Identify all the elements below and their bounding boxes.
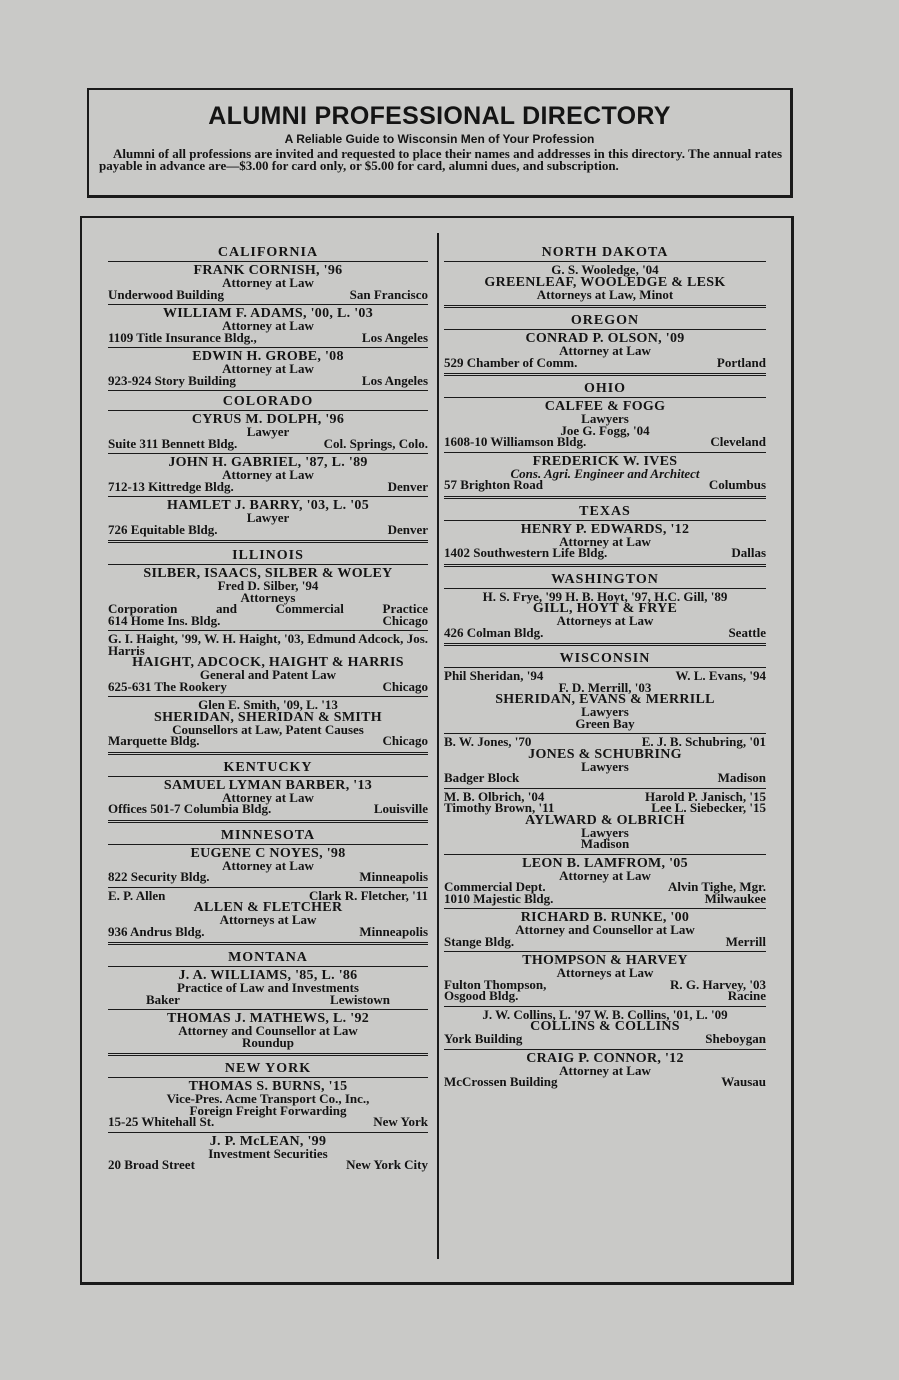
listing-entry bbox=[444, 523, 766, 567]
entry-member: Fred D. Silber, '94 bbox=[217, 578, 319, 593]
entry-city: Chicago bbox=[382, 612, 428, 628]
entry-city: Columbus bbox=[708, 477, 766, 492]
entry-address: 57 Brighton Road bbox=[444, 477, 543, 492]
section-heading-colorado: COLORADO bbox=[108, 393, 428, 411]
listing-entry bbox=[108, 567, 428, 631]
listing-entry bbox=[444, 332, 766, 376]
entry-address: 822 Security Bldg. bbox=[108, 869, 210, 884]
entry-address: Badger Block bbox=[444, 770, 520, 785]
entry-city: Lewistown bbox=[330, 991, 390, 1007]
entry-address: 923-924 Story Building bbox=[108, 372, 236, 388]
entry-address: 426 Colman Bldg. bbox=[444, 624, 544, 640]
listing-entry bbox=[108, 264, 428, 305]
entry-city: Minneapolis bbox=[359, 869, 428, 884]
entry-title: Attorneys at Law bbox=[556, 965, 654, 980]
entry-name: AYLWARD & OLBRICH bbox=[525, 812, 685, 828]
entry-city: Los Angeles bbox=[361, 329, 428, 345]
entry-name: SILBER, ISAACS, SILBER & WOLEY bbox=[143, 566, 393, 581]
listing-entry bbox=[444, 954, 766, 1007]
listing-entry bbox=[108, 499, 428, 543]
page-title: ALUMNI PROFESSIONAL DIRECTORY bbox=[208, 102, 671, 130]
entry-member: W. L. Evans, '94 bbox=[675, 668, 766, 683]
entry-city: Louisville bbox=[373, 801, 428, 816]
entry-name: HAIGHT, ADCOCK, HAIGHT & HARRIS bbox=[132, 655, 404, 670]
entry-name: SHERIDAN, EVANS & MERRILL bbox=[495, 692, 715, 707]
entry-name: JOHN H. GABRIEL, '87, L. '89 bbox=[168, 455, 368, 470]
entry-title: Vice-Pres. Acme Transport Co., Inc., bbox=[166, 1091, 370, 1106]
entry-name: THOMAS J. MATHEWS, L. '92 bbox=[166, 1011, 370, 1026]
entry-department: Commercial Dept. bbox=[444, 879, 546, 894]
entry-title: Practice of Law and Investments bbox=[177, 980, 359, 995]
entry-name: LEON B. LAMFROM, '05 bbox=[522, 855, 688, 871]
entry-member: M. B. Olbrich, '04 bbox=[444, 788, 545, 804]
entry-title: Lawyer bbox=[246, 424, 290, 439]
listing-entry bbox=[108, 1012, 428, 1056]
listing-entry bbox=[108, 1080, 428, 1133]
listing-entry bbox=[444, 400, 766, 453]
entry-name: GILL, HOYT & FRYE bbox=[532, 601, 678, 616]
section-heading-kentucky: KENTUCKY bbox=[108, 759, 428, 777]
intro-text: Alumni of all professions are invited and requested to place their names and addresses in this directory. The annual rates payable in advance are—$3.00 for card only, or $5.00 for card, alumni dues, and subscription. bbox=[99, 146, 782, 173]
entry-city: Chicago bbox=[382, 678, 428, 694]
entry-title: Cons. Agri. Engineer and Architect bbox=[510, 465, 700, 481]
entry-city: Chicago bbox=[382, 733, 428, 748]
entry-address: 15-25 Whitehall St. bbox=[108, 1114, 215, 1129]
entry-title: Attorneys at Law, Minot bbox=[536, 286, 674, 302]
entry-member: Lee L. Siebecker, '15 bbox=[651, 800, 766, 815]
section-heading-illinois: ILLINOIS bbox=[108, 547, 428, 565]
entry-title: Attorneys bbox=[240, 589, 296, 605]
entry-member: E. P. Allen bbox=[108, 887, 166, 903]
entry-title: Attorneys at Law bbox=[219, 912, 317, 927]
entry-city: Wausau bbox=[721, 1074, 766, 1089]
listing-entry bbox=[108, 847, 428, 888]
entry-name: FRANK CORNISH, '96 bbox=[193, 263, 343, 278]
entry-city: Milwaukee bbox=[704, 890, 766, 906]
entry-title: Attorney at Law bbox=[559, 1062, 651, 1078]
entry-city: Madison bbox=[580, 836, 630, 851]
listing-entry bbox=[444, 788, 766, 855]
entry-name: CRAIG P. CONNOR, '12 bbox=[526, 1050, 684, 1066]
entry-city: Col. Springs, Colo. bbox=[323, 435, 428, 451]
entry-address: 1402 Southwestern Life Bldg. bbox=[444, 545, 608, 560]
listing-entry bbox=[444, 264, 766, 308]
entry-title: Lawyer bbox=[246, 510, 290, 525]
entry-name: THOMPSON & HARVEY bbox=[522, 953, 688, 968]
listing-entry bbox=[108, 1135, 428, 1175]
entry-address: McCrossen Building bbox=[444, 1074, 558, 1089]
entry-address: 936 Andrus Bldg. bbox=[108, 923, 205, 939]
entry-name: J. P. McLEAN, '99 bbox=[209, 1133, 327, 1149]
entry-name: J. A. WILLIAMS, '85, L. '86 bbox=[178, 968, 358, 983]
listing-entry bbox=[444, 670, 766, 734]
entry-member: E. J. B. Schubring, '01 bbox=[641, 734, 766, 749]
entry-name: FREDERICK W. IVES bbox=[532, 453, 678, 469]
entry-address: York Building bbox=[444, 1031, 523, 1046]
entry-city: Roundup bbox=[241, 1034, 295, 1050]
entry-specialty: Counsellors at Law, Patent Causes bbox=[172, 721, 364, 737]
entry-title: Attorney at Law bbox=[559, 533, 651, 549]
entry-name: SHERIDAN, SHERIDAN & SMITH bbox=[154, 709, 382, 725]
entry-address: Suite 311 Bennett Bldg. bbox=[108, 435, 238, 451]
entry-address: 726 Equitable Bldg. bbox=[108, 521, 218, 537]
entry-member: Clark R. Fletcher, '11 bbox=[308, 887, 428, 903]
entry-name: COLLINS & COLLINS bbox=[530, 1019, 680, 1034]
entry-specialty: General and Patent Law bbox=[199, 667, 337, 682]
section-heading-oregon: OREGON bbox=[444, 312, 766, 330]
listing-entry bbox=[108, 307, 428, 348]
entry-city: Green Bay bbox=[575, 715, 635, 731]
entry-name: CALFEE & FOGG bbox=[544, 399, 666, 414]
entry-title: Attorneys at Law bbox=[556, 613, 654, 628]
page-subtitle: A Reliable Guide to Wisconsin Men of Your Profession bbox=[284, 132, 595, 146]
entry-name: EUGENE C NOYES, '98 bbox=[190, 845, 346, 861]
entry-address: 625-631 The Rookery bbox=[108, 678, 227, 694]
entry-city: Merrill bbox=[725, 933, 766, 949]
entry-city: Los Angeles bbox=[361, 372, 428, 388]
entry-address: 1109 Title Insurance Bldg., bbox=[108, 329, 257, 345]
section-heading-wisconsin: WISCONSIN bbox=[444, 650, 766, 668]
entry-member: Harold P. Janisch, '15 bbox=[645, 788, 766, 804]
entry-title: Attorney at Law bbox=[222, 467, 314, 482]
listing-entry bbox=[108, 633, 428, 697]
listing-entry bbox=[108, 699, 428, 755]
listing-entry bbox=[108, 350, 428, 391]
entry-name: HAMLET J. BARRY, '03, L. '05 bbox=[167, 498, 369, 513]
entry-name: CYRUS M. DOLPH, '96 bbox=[191, 412, 345, 427]
entry-address: 20 Broad Street bbox=[108, 1157, 195, 1172]
entry-address: 529 Chamber of Comm. bbox=[444, 354, 578, 370]
listing-entry bbox=[444, 588, 766, 647]
entry-name: WILLIAM F. ADAMS, '00, L. '03 bbox=[162, 306, 374, 321]
entry-title: Attorney at Law bbox=[559, 343, 651, 358]
entry-members: J. W. Collins, L. '97 W. B. Collins, '01, L. '09 bbox=[482, 1006, 728, 1022]
listing-entry bbox=[444, 1052, 766, 1092]
entry-specialty: Corporation and Commercial Practice bbox=[108, 601, 428, 616]
listing-entry bbox=[108, 887, 428, 946]
entry-city: Cleveland bbox=[710, 434, 766, 449]
entry-member: F. D. Merrill, '03 bbox=[558, 679, 652, 695]
entry-city: Seattle bbox=[728, 624, 766, 640]
entry-title: Attorney at Law bbox=[222, 857, 314, 873]
listing-entry bbox=[444, 455, 766, 499]
entry-member: Timothy Brown, '11 bbox=[444, 800, 555, 815]
entry-address: 1608-10 Williamson Bldg. bbox=[444, 434, 587, 449]
entry-manager: Alvin Tighe, Mgr. bbox=[667, 879, 766, 894]
entry-members: G. I. Haight, '99, W. H. Haight, '03, Edmund Adcock, Jos. Harris bbox=[108, 631, 428, 658]
entry-city: New York City bbox=[346, 1157, 428, 1172]
listing-entry bbox=[108, 413, 428, 454]
entry-members: Glen E. Smith, '09, L. '13 bbox=[198, 697, 338, 712]
section-heading-texas: TEXAS bbox=[444, 503, 766, 521]
entry-title: Investment Securities bbox=[208, 1145, 328, 1161]
entry-member: Phil Sheridan, '94 bbox=[444, 668, 544, 683]
entry-address: 712-13 Kittredge Bldg. bbox=[108, 478, 234, 494]
entry-city: Racine bbox=[727, 988, 766, 1003]
entry-city: Sheboygan bbox=[705, 1031, 766, 1046]
section-heading-minnesota: MINNESOTA bbox=[108, 827, 428, 845]
entry-address: Offices 501-7 Columbia Bldg. bbox=[108, 801, 272, 816]
listing-entry bbox=[444, 736, 766, 789]
section-heading-montana: MONTANA bbox=[108, 949, 428, 967]
entry-city: Denver bbox=[387, 521, 428, 537]
entry-title: Lawyers bbox=[581, 758, 629, 774]
left-column bbox=[108, 244, 428, 1177]
section-heading-california: CALIFORNIA bbox=[108, 244, 428, 262]
entry-name: EDWIN H. GROBE, '08 bbox=[192, 349, 344, 364]
entry-name: ALLEN & FLETCHER bbox=[193, 900, 343, 915]
entry-city: Dallas bbox=[731, 545, 766, 560]
entry-member: B. W. Jones, '70 bbox=[444, 734, 532, 749]
column-divider bbox=[437, 233, 439, 1259]
entry-name: HENRY P. EDWARDS, '12 bbox=[520, 521, 690, 537]
entry-name: GREENLEAF, WOOLEDGE & LESK bbox=[484, 274, 726, 290]
section-heading-new-york: NEW YORK bbox=[108, 1060, 428, 1078]
entry-address: 1010 Majestic Bldg. bbox=[444, 890, 554, 906]
entry-city: San Francisco bbox=[349, 286, 428, 302]
entry-title: Attorney and Counsellor at Law bbox=[178, 1023, 358, 1038]
entry-city: New York bbox=[373, 1114, 428, 1129]
entry-member: G. S. Wooledge, '04 bbox=[551, 262, 659, 277]
entry-address: 614 Home Ins. Bldg. bbox=[108, 612, 221, 628]
entry-name: THOMAS S. BURNS, '15 bbox=[188, 1079, 348, 1094]
right-column bbox=[444, 244, 766, 1094]
entry-address: Baker bbox=[146, 991, 180, 1007]
entry-title: Lawyers bbox=[581, 824, 629, 840]
entry-member: Fulton Thompson, bbox=[444, 976, 547, 992]
entry-address: Stange Bldg. bbox=[444, 933, 515, 949]
entry-city: Portland bbox=[716, 354, 766, 370]
listing-entry bbox=[108, 969, 428, 1010]
listing-entry bbox=[444, 1006, 766, 1050]
entry-address: Underwood Building bbox=[108, 286, 224, 302]
entry-title: Attorney at Law bbox=[222, 318, 314, 333]
section-heading-north-dakota: NORTH DAKOTA bbox=[444, 244, 766, 262]
entry-member: Joe G. Fogg, '04 bbox=[560, 422, 650, 438]
entry-title: Attorney at Law bbox=[222, 275, 314, 290]
entry-title: Attorney at Law bbox=[222, 789, 314, 805]
entry-name: CONRAD P. OLSON, '09 bbox=[525, 331, 685, 346]
entry-name: JONES & SCHUBRING bbox=[528, 746, 682, 762]
entry-address: Osgood Bldg. bbox=[444, 988, 519, 1003]
section-heading-washington: WASHINGTON bbox=[444, 571, 766, 589]
entry-name: RICHARD B. RUNKE, '00 bbox=[520, 910, 690, 925]
directory-header bbox=[87, 88, 793, 198]
entry-name: SAMUEL LYMAN BARBER, '13 bbox=[163, 777, 373, 793]
listing-entry bbox=[108, 779, 428, 823]
entry-city: Minneapolis bbox=[359, 923, 428, 939]
entry-city: Madison bbox=[717, 770, 766, 785]
entry-address: Marquette Bldg. bbox=[108, 733, 200, 748]
entry-title: Attorney at Law bbox=[559, 867, 651, 883]
entry-title: Attorney at Law bbox=[222, 361, 314, 376]
entry-specialty: Foreign Freight Forwarding bbox=[189, 1102, 347, 1118]
listing-entry bbox=[444, 911, 766, 952]
entry-member: R. G. Harvey, '03 bbox=[669, 976, 766, 992]
listing-entry bbox=[444, 857, 766, 910]
entry-title: Lawyers bbox=[581, 411, 629, 426]
entry-members: H. S. Frye, '99 H. B. Hoyt, '97, H.C. Gill, '89 bbox=[482, 588, 728, 604]
entry-title: Attorney and Counsellor at Law bbox=[515, 922, 695, 937]
listing-entry bbox=[108, 456, 428, 497]
section-heading-ohio: OHIO bbox=[444, 380, 766, 398]
entry-city: Denver bbox=[387, 478, 428, 494]
entry-title: Lawyers bbox=[581, 704, 629, 719]
